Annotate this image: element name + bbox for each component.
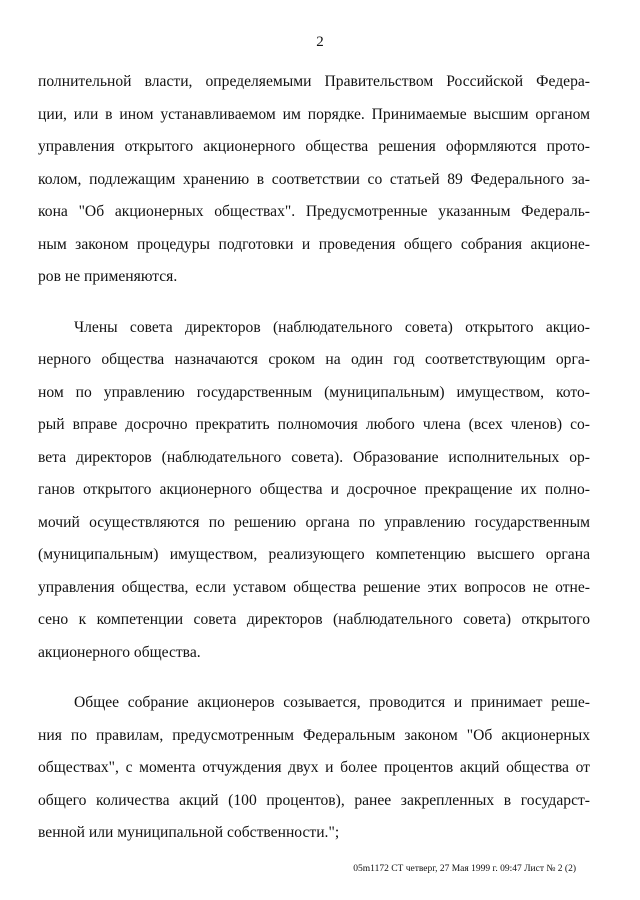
text-line: Общее собрание акционеров созывается, проводится и принимает реше- — [74, 694, 590, 711]
text-line: кона "Об акционерных обществах". Предусмотренные указанным Федераль- — [38, 203, 590, 220]
text-line: ции, или в ином устанавливаемом им порядке. Принимаемые высшим органом — [38, 105, 590, 123]
paragraph-1 — [38, 66, 590, 294]
text-line: колом, подлежащим хранению в соответствии со статьей 89 Федерального за- — [38, 170, 590, 188]
paragraph-gap — [38, 294, 590, 312]
text-line: ров не применяются. — [38, 268, 178, 285]
paragraph-gap — [38, 669, 590, 687]
text-line: ганов открытого акционерного общества и досрочное прекращение их полно- — [38, 481, 590, 498]
text-line: (муниципальным) имуществом, реализующего компетенцию высшего органа — [38, 546, 590, 563]
text-line: рый вправе досрочно прекратить полномочия любого члена (всех членов) со- — [38, 416, 590, 433]
text-line: общего количества акций (100 процентов), ранее закрепленных в государст- — [38, 791, 590, 809]
text-line: сено к компетенции совета директоров (наблюдательного совета) открытого — [38, 611, 590, 628]
text-line: мочий осуществляются по решению органа по управлению государственным — [38, 513, 590, 531]
page-number: 2 — [316, 34, 324, 50]
text-line: Члены совета директоров (наблюдательного совета) открытого акцио- — [74, 318, 590, 336]
text-line: венной или муниципальной собственности."; — [38, 824, 340, 841]
footer-line: 05m1172 СТ четверг, 27 Мая 1999 г. 09:47 Лист № 2 (2) — [353, 864, 576, 874]
text-line: нерного общества назначаются сроком на один год соответствующим орга- — [38, 351, 590, 368]
text-line: полнительной власти, определяемыми Правительством Российской Федера- — [38, 73, 590, 90]
text-line: ным законом процедуры подготовки и проведения общего собрания акционе- — [38, 235, 590, 253]
text-line: вета директоров (наблюдательного совета). Образование исполнительных ор- — [38, 448, 590, 466]
text-line: обществах", с момента отчуждения двух и более процентов акций общества от — [38, 759, 590, 776]
paragraph-2 — [38, 312, 590, 670]
text-line: акционерного общества. — [38, 643, 201, 661]
text-line: ния по правилам, предусмотренным Федеральным законом "Об акционерных — [38, 726, 590, 744]
document-body — [38, 66, 590, 850]
text-line: управления общества, если уставом общества решение этих вопросов не отне- — [38, 578, 590, 596]
paragraph-3 — [38, 687, 590, 850]
text-line: управления открытого акционерного общества решения оформляются прото- — [38, 138, 590, 155]
text-line: ном по управлению государственным (муниципальным) имуществом, кото- — [38, 383, 590, 401]
